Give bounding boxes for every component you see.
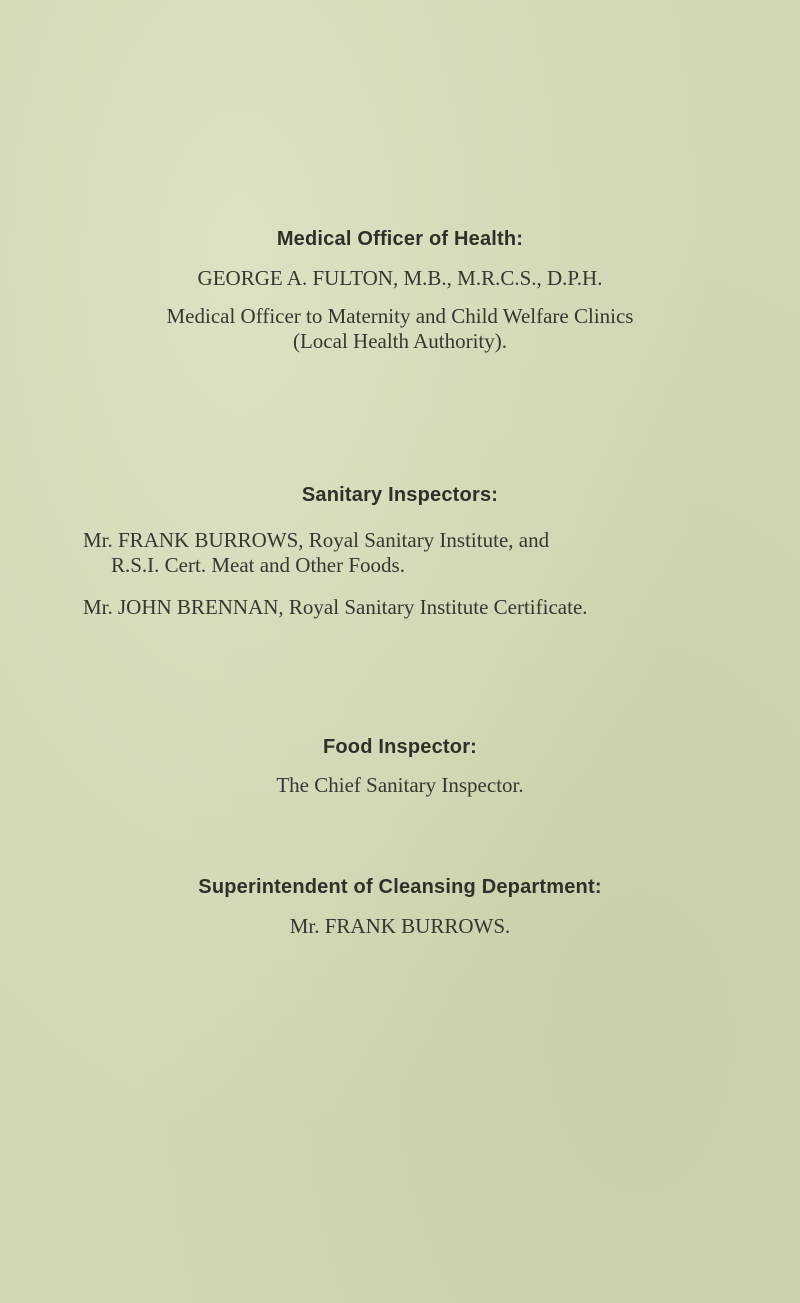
medical-officer-name: GEORGE A. FULTON, M.B., M.R.C.S., D.P.H.	[197, 266, 603, 290]
cleansing-heading: Superintendent of Cleansing Department:	[198, 876, 602, 898]
medical-officer-role-line1: Medical Officer to Maternity and Child Welfare Clinics	[166, 304, 634, 328]
cleansing-name: Mr. FRANK BURROWS.	[289, 914, 511, 938]
inspector1-line1: Mr. FRANK BURROWS, Royal Sanitary Institute, and	[83, 528, 550, 552]
medical-officer-heading: Medical Officer of Health:	[276, 228, 524, 250]
inspector2-line: Mr. JOHN BRENNAN, Royal Sanitary Institute Certificate.	[83, 595, 588, 619]
medical-officer-role-line2: (Local Health Authority).	[292, 329, 508, 353]
inspector1-line2: R.S.I. Cert. Meat and Other Foods.	[111, 553, 405, 577]
inspector2-entry	[83, 595, 763, 620]
food-inspector-heading: Food Inspector:	[322, 736, 478, 758]
food-inspector-name: The Chief Sanitary Inspector.	[276, 773, 524, 797]
inspector1-entry	[83, 528, 723, 578]
sanitary-inspectors-heading: Sanitary Inspectors:	[301, 484, 499, 506]
